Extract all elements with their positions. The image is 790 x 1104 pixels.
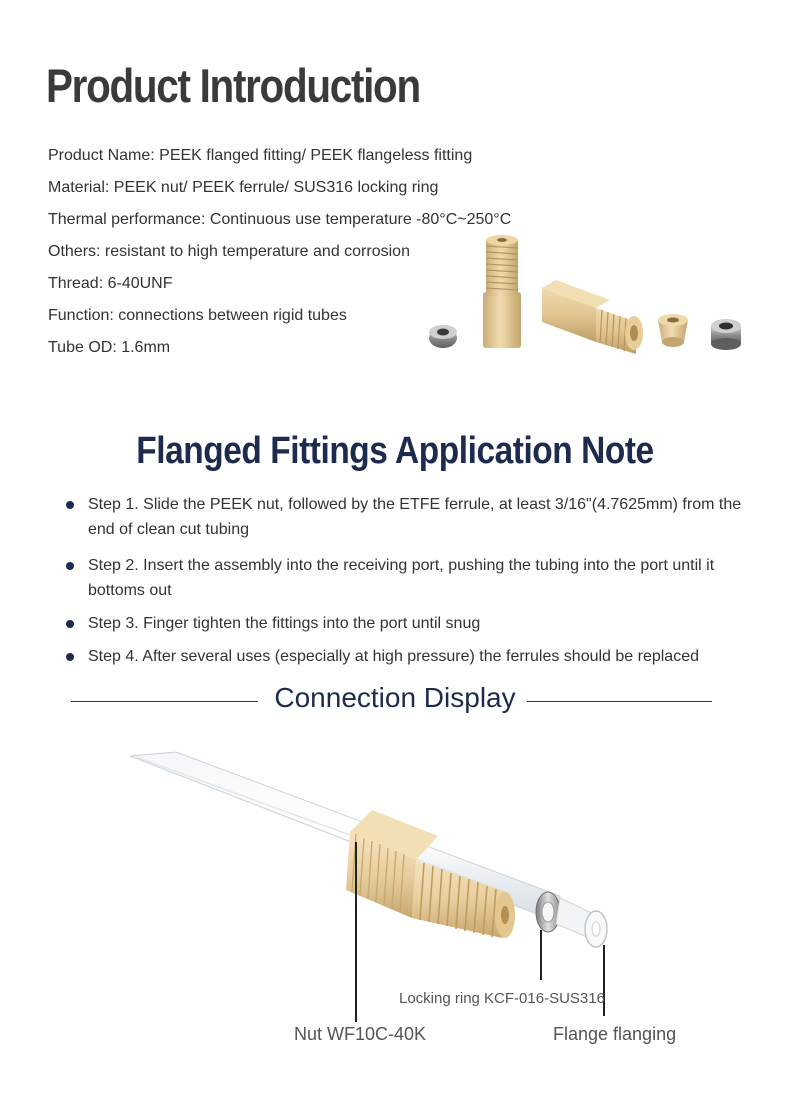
product-parts-image [420, 230, 750, 360]
peek-ferrule [658, 314, 688, 347]
step-2: Step 2. Insert the assembly into the receiving port, pushing the tubing into the port until it bottoms out [66, 553, 746, 603]
steel-locking-ring-small [429, 325, 457, 348]
step-1: Step 1. Slide the PEEK nut, followed by the ETFE ferrule, at least 3/16"(4.7625mm) from the end of clean cut tubing [66, 492, 746, 542]
nut-label: Nut WF10C-40K [294, 1024, 427, 1044]
connection-display-title: Connection Display [0, 682, 790, 714]
steel-locking-ring-large [711, 319, 741, 350]
connection-diagram [0, 740, 790, 1104]
peek-nut-vertical [483, 235, 521, 348]
spec-material: Material: PEEK nut/ PEEK ferrule/ SUS316 locking ring [48, 179, 439, 196]
application-note-title: Flanged Fittings Application Note [136, 430, 654, 472]
application-steps-list [66, 492, 746, 669]
locking-ring-label: Locking ring KCF-016-SUS316 [399, 990, 605, 1007]
step-3: Step 3. Finger tighten the fittings into the port until snug [66, 611, 746, 636]
peek-nut-horizontal [542, 280, 643, 354]
spec-function: Function: connections between rigid tubes [48, 307, 347, 324]
spec-thread: Thread: 6-40UNF [48, 275, 173, 292]
spec-thermal: Thermal performance: Continuous use temperature -80°C~250°C [48, 211, 512, 228]
locking-ring-kcf-016-sus316 [536, 892, 560, 932]
flange-label: Flange flanging [553, 1024, 677, 1044]
flange-flanging [556, 898, 607, 947]
product-introduction-title: Product Introduction [46, 59, 420, 112]
spec-tube-od: Tube OD: 1.6mm [48, 339, 171, 356]
step-4: Step 4. After several uses (especially at high pressure) the ferrules should be replaced [66, 644, 746, 669]
spec-product-name: Product Name: PEEK flanged fitting/ PEEK flangeless fitting [48, 147, 473, 164]
spec-others: Others: resistant to high temperature and corrosion [48, 243, 410, 260]
